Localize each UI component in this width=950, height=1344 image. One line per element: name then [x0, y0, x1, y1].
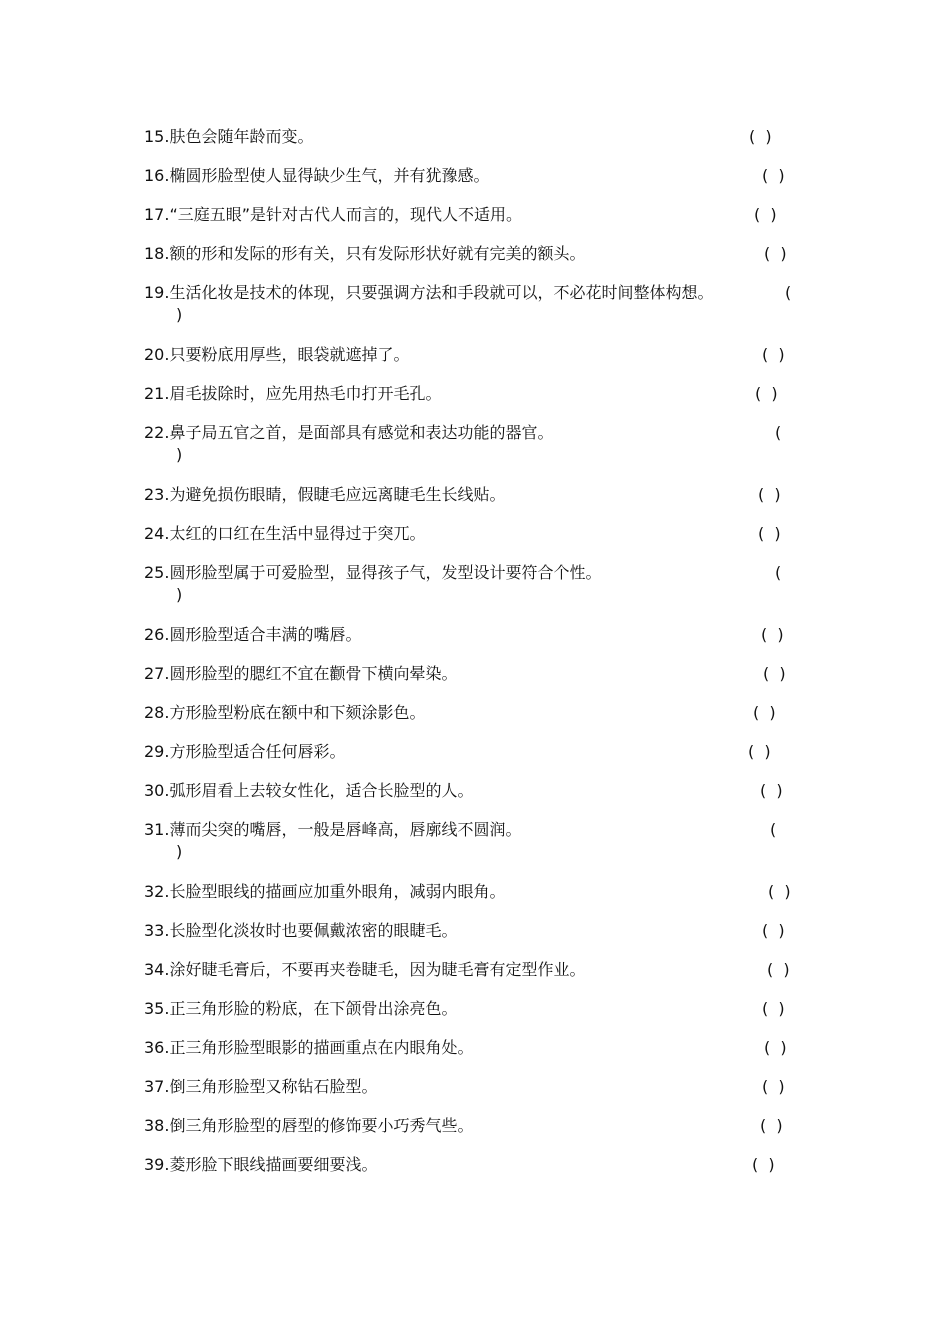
- question-text: 圆形脸型适合丰满的嘴唇。: [169, 625, 362, 644]
- question-text: 涂好睫毛膏后，不要再夹卷睫毛，因为睫毛膏有定型作业。: [169, 960, 586, 979]
- question-text: 正三角形脸型眼影的描画重点在内眼角处。: [169, 1038, 474, 1057]
- question-text: 正三角形脸的粉底，在下颌骨出涂亮色。: [169, 999, 458, 1018]
- question-number: 33.: [144, 921, 170, 940]
- question-text: 额的形和发际的形有关，只有发际形状好就有完美的额头。: [169, 244, 586, 263]
- question-text: 方形脸型适合任何唇彩。: [169, 742, 346, 761]
- answer-bracket-close: ): [176, 305, 183, 324]
- answer-bracket-close: ): [176, 842, 183, 861]
- question-number: 26.: [144, 625, 170, 644]
- question-item: [144, 523, 804, 545]
- answer-bracket: ( ): [762, 166, 785, 185]
- question-item: [144, 702, 804, 724]
- answer-bracket: ( ): [762, 1077, 785, 1096]
- question-text: 方形脸型粉底在额中和下颏涂影色。: [169, 703, 426, 722]
- answer-bracket: ( ): [761, 625, 784, 644]
- question-number: 36.: [144, 1038, 170, 1057]
- question-text: 圆形脸型属于可爱脸型，显得孩子气，发型设计要符合个性。: [169, 563, 602, 582]
- question-number: 38.: [144, 1116, 170, 1135]
- question-number: 17.: [144, 205, 170, 224]
- answer-bracket: ( ): [758, 524, 781, 543]
- question-text: “三庭五眼”是针对古代人而言的，现代人不适用。: [169, 205, 523, 224]
- answer-bracket-open: (: [775, 423, 782, 442]
- answer-bracket: ( ): [754, 205, 777, 224]
- answer-bracket-close: ): [176, 445, 183, 464]
- question-item: [144, 562, 804, 606]
- question-item: [144, 344, 804, 366]
- answer-bracket: ( ): [762, 345, 785, 364]
- answer-bracket: ( ): [762, 999, 785, 1018]
- question-item: [144, 819, 804, 863]
- question-text: 生活化妆是技术的体现，只要强调方法和手段就可以，不必花时间整体构想。: [169, 283, 714, 302]
- question-number: 15.: [144, 127, 170, 146]
- question-item: [144, 422, 804, 466]
- question-number: 23.: [144, 485, 170, 504]
- question-number: 37.: [144, 1077, 170, 1096]
- question-item: [144, 959, 804, 981]
- question-item: [144, 881, 804, 903]
- answer-bracket: ( ): [768, 882, 791, 901]
- answer-bracket: ( ): [767, 960, 790, 979]
- answer-bracket: ( ): [749, 127, 772, 146]
- question-text: 菱形脸下眼线描画要细要浅。: [169, 1155, 378, 1174]
- question-text: 为避免损伤眼睛，假睫毛应远离睫毛生长线贴。: [169, 485, 506, 504]
- question-item: [144, 780, 804, 802]
- question-number: 27.: [144, 664, 170, 683]
- question-item: [144, 383, 804, 405]
- question-number: 30.: [144, 781, 170, 800]
- question-item: [144, 204, 804, 226]
- question-number: 20.: [144, 345, 170, 364]
- question-text: 椭圆形脸型使人显得缺少生气，并有犹豫感。: [169, 166, 490, 185]
- question-item: [144, 282, 804, 326]
- answer-bracket: ( ): [764, 1038, 787, 1057]
- answer-bracket-open: (: [775, 563, 782, 582]
- question-item: [144, 741, 804, 763]
- question-number: 25.: [144, 563, 170, 582]
- question-text: 长脸型眼线的描画应加重外眼角，减弱内眼角。: [169, 882, 506, 901]
- question-number: 16.: [144, 166, 170, 185]
- answer-bracket: ( ): [760, 781, 783, 800]
- question-item: [144, 1115, 804, 1137]
- question-number: 31.: [144, 820, 170, 839]
- question-number: 22.: [144, 423, 170, 442]
- question-text: 薄而尖突的嘴唇，一般是唇峰高，唇廓线不圆润。: [169, 820, 522, 839]
- question-number: 21.: [144, 384, 170, 403]
- answer-bracket: ( ): [758, 485, 781, 504]
- answer-bracket: ( ): [753, 703, 776, 722]
- answer-bracket: ( ): [748, 742, 771, 761]
- question-text: 太红的口红在生活中显得过于突兀。: [169, 524, 426, 543]
- question-text: 圆形脸型的腮红不宜在颧骨下横向晕染。: [169, 664, 458, 683]
- question-item: [144, 165, 804, 187]
- answer-bracket-close: ): [176, 585, 183, 604]
- question-item: [144, 998, 804, 1020]
- question-number: 29.: [144, 742, 170, 761]
- question-item: [144, 663, 804, 685]
- question-text: 倒三角形脸型的唇型的修饰要小巧秀气些。: [169, 1116, 474, 1135]
- question-number: 28.: [144, 703, 170, 722]
- question-number: 34.: [144, 960, 170, 979]
- question-number: 18.: [144, 244, 170, 263]
- question-item: [144, 243, 804, 265]
- question-item: [144, 1154, 804, 1176]
- answer-bracket: ( ): [755, 384, 778, 403]
- question-text: 倒三角形脸型又称钻石脸型。: [169, 1077, 378, 1096]
- question-number: 24.: [144, 524, 170, 543]
- question-number: 39.: [144, 1155, 170, 1174]
- answer-bracket: ( ): [763, 664, 786, 683]
- question-number: 35.: [144, 999, 170, 1018]
- question-text: 弧形眉看上去较女性化，适合长脸型的人。: [169, 781, 474, 800]
- question-item: [144, 126, 804, 148]
- answer-bracket: ( ): [760, 1116, 783, 1135]
- question-item: [144, 1037, 804, 1059]
- question-item: [144, 920, 804, 942]
- answer-bracket-open: (: [770, 820, 777, 839]
- question-number: 19.: [144, 283, 170, 302]
- question-item: [144, 484, 804, 506]
- question-text: 肤色会随年龄而变。: [169, 127, 314, 146]
- question-number: 32.: [144, 882, 170, 901]
- question-item: [144, 1076, 804, 1098]
- question-item: [144, 624, 804, 646]
- question-text: 眉毛拔除时，应先用热毛巾打开毛孔。: [169, 384, 442, 403]
- question-text: 鼻子局五官之首，是面部具有感觉和表达功能的器官。: [169, 423, 554, 442]
- answer-bracket-open: (: [785, 283, 792, 302]
- question-text: 只要粉底用厚些，眼袋就遮掉了。: [169, 345, 410, 364]
- question-text: 长脸型化淡妆时也要佩戴浓密的眼睫毛。: [169, 921, 458, 940]
- answer-bracket: ( ): [764, 244, 787, 263]
- question-list: [144, 126, 804, 1193]
- answer-bracket: ( ): [752, 1155, 775, 1174]
- answer-bracket: ( ): [762, 921, 785, 940]
